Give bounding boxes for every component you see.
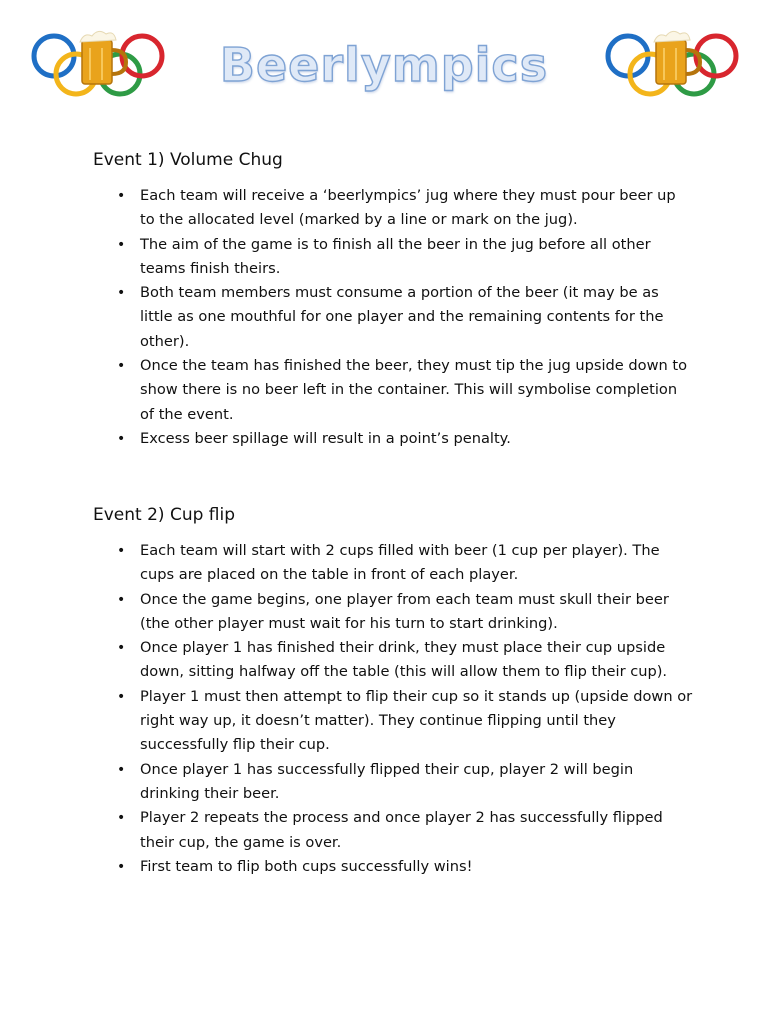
list-item: • Excess beer spillage will result in a point’s penalty.	[93, 427, 693, 451]
bullet-icon: •	[117, 688, 126, 705]
bullet-icon: •	[117, 285, 126, 302]
page-title: Beerlympics	[219, 38, 549, 92]
page-header	[0, 0, 768, 110]
olympic-beer-logo-right	[602, 28, 742, 100]
event-1-section	[93, 150, 693, 451]
bullet-icon: •	[117, 761, 126, 778]
event-rules-list	[93, 539, 693, 879]
beer-mug-icon	[654, 31, 700, 84]
list-item: • Both team members must consume a portion of the beer (it may be as little as one mouthful for one player and the remaining contents for the other).	[93, 281, 693, 354]
event-heading: Event 1) Volume Chug	[93, 150, 283, 170]
bullet-icon: •	[117, 543, 126, 559]
list-item: • The aim of the game is to finish all the beer in the jug before all other teams finish theirs.	[93, 233, 693, 282]
list-item: • Once player 1 has successfully flipped their cup, player 2 will begin drinking their beer.	[93, 758, 693, 807]
list-item: • First team to flip both cups successfully wins!	[93, 855, 693, 879]
event-2-section	[93, 505, 693, 879]
bullet-icon: •	[117, 430, 126, 447]
bullet-icon: •	[117, 640, 126, 657]
list-item: • Each team will start with 2 cups filled with beer (1 cup per player). The cups are placed on the table in front of each player.	[93, 539, 693, 588]
event-heading: Event 2) Cup flip	[93, 505, 236, 525]
event-rules-list	[93, 184, 693, 451]
list-item: • Once the game begins, one player from each team must skull their beer (the other player must wait for his turn to start drinking).	[93, 588, 693, 637]
list-item: • Player 2 repeats the process and once player 2 has successfully flipped their cup, the game is over.	[93, 806, 693, 855]
list-item: • Player 1 must then attempt to flip their cup so it stands up (upside down or right way up, it doesn’t matter). They continue flipping until they successfully flip their cup.	[93, 685, 693, 758]
bullet-icon: •	[117, 591, 126, 608]
bullet-icon: •	[117, 858, 126, 875]
list-item: • Once player 1 has finished their drink, they must place their cup upside down, sitting halfway off the table (this will allow them to flip their cup).	[93, 636, 693, 685]
bullet-icon: •	[117, 188, 126, 204]
bullet-icon: •	[117, 236, 126, 253]
bullet-icon: •	[117, 358, 126, 375]
bullet-icon: •	[117, 810, 126, 827]
list-item: • Once the team has finished the beer, they must tip the jug upside down to show there is no beer left in the container. This will symbolise completion of the event.	[93, 354, 693, 427]
list-item: • Each team will receive a ‘beerlympics’ jug where they must pour beer up to the allocated level (marked by a line or mark on the jug).	[93, 184, 693, 233]
